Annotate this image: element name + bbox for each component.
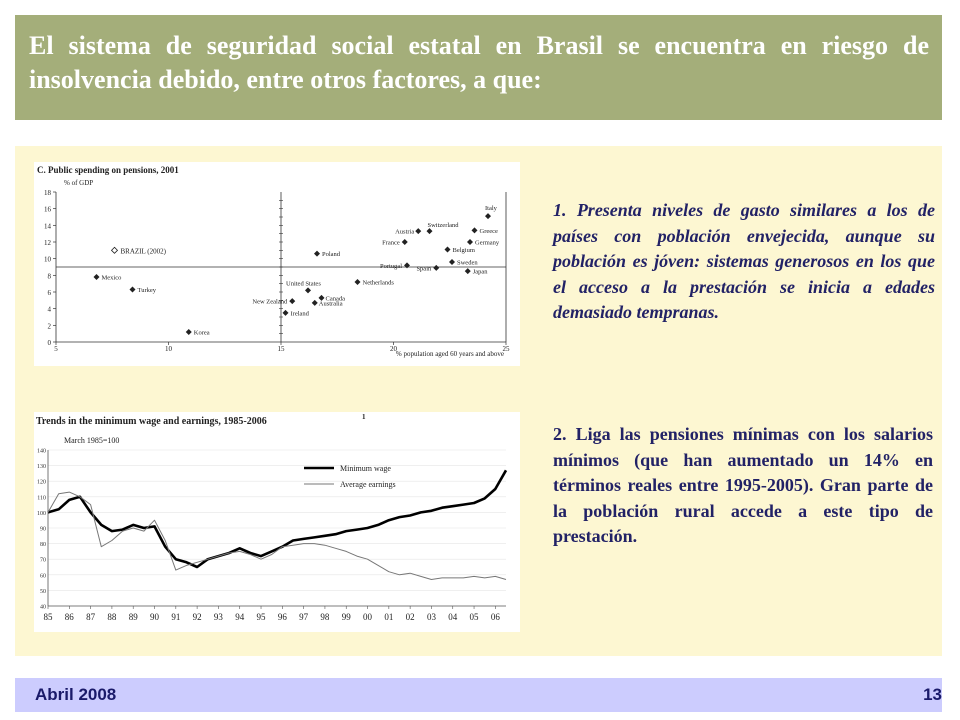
legend-label: Average earnings (340, 480, 396, 489)
y-tick-label: 120 (37, 479, 46, 486)
x-tick-label: 88 (107, 612, 117, 622)
scatter-point (433, 265, 439, 271)
scatter-point (404, 262, 410, 268)
y-tick-label: 6 (47, 289, 51, 297)
point-label: Korea (193, 329, 210, 337)
x-tick-label: 15 (277, 345, 285, 353)
x-tick-label: 02 (405, 612, 415, 622)
scatter-point (472, 227, 478, 233)
x-tick-label: 99 (341, 612, 351, 622)
footer-bar (15, 678, 942, 712)
title-superscript: 1 (362, 413, 366, 421)
point-label: Canada (325, 295, 345, 303)
y-tick-label: 110 (37, 495, 46, 502)
y-tick-label: 60 (40, 573, 46, 580)
minimum-wage-chart (34, 412, 520, 632)
x-tick-label: 96 (277, 612, 287, 622)
x-tick-label: 92 (192, 612, 202, 622)
x-tick-label: 97 (299, 612, 309, 622)
series-line (48, 470, 506, 567)
scatter-point (355, 279, 361, 285)
scatter-point-brazil (112, 247, 118, 253)
point-label: Greece (479, 227, 498, 235)
y-tick-label: 140 (37, 448, 46, 455)
chart-subtitle: March 1985=100 (64, 436, 120, 445)
x-tick-label: 5 (54, 345, 58, 353)
point-label: Spain (416, 265, 432, 273)
scatter-point (130, 287, 136, 293)
point-label: BRAZIL (2002) (120, 247, 166, 256)
x-tick-label: 06 (490, 612, 500, 622)
point-label: Austria (395, 228, 415, 236)
scatter-point (289, 298, 295, 304)
scatter-point (465, 268, 471, 274)
point-label: Ireland (290, 310, 309, 318)
chart-title: Trends in the minimum wage and earnings, 1985-2006 (36, 416, 267, 427)
slide-title: El sistema de seguridad social estatal en Brasil se encuentra en riesgo de insolvencia debido, entre otros factores, a que: (29, 31, 929, 94)
point-label: Germany (475, 239, 500, 247)
page-number: 13 (923, 685, 942, 704)
x-tick-label: 05 (469, 612, 479, 622)
x-tick-label: 91 (171, 612, 181, 622)
point-label: Turkey (137, 287, 157, 294)
legend-label: Minimum wage (340, 464, 391, 473)
y-tick-label: 50 (40, 588, 46, 595)
point-label: New Zealand (252, 298, 288, 306)
scatter-point (449, 259, 455, 265)
scatter-point (312, 300, 318, 306)
footer-date: Abril 2008 (35, 685, 117, 704)
scatter-point (186, 329, 192, 335)
scatter-point (402, 239, 408, 245)
x-tick-label: 25 (502, 345, 510, 353)
point-1-text: 1. Presenta niveles de gasto similares a los de países con población envejecida, aunque su población es jóven: sistemas generosos en los que el acceso a la prestación se inicia a edades demasiado tempranas. (553, 200, 935, 322)
scatter-point (445, 247, 451, 253)
scatter-point (485, 213, 491, 219)
x-tick-label: 10 (165, 345, 172, 353)
x-tick-label: 04 (448, 612, 458, 622)
x-tick-label: 90 (150, 612, 160, 622)
scatter-point (94, 274, 100, 280)
scatter-point (415, 228, 421, 234)
x-tick-label: 01 (384, 612, 394, 622)
series-line (48, 492, 506, 579)
point-label: Sweden (457, 259, 478, 267)
x-tick-label: 89 (128, 612, 138, 622)
x-tick-label: 94 (235, 612, 245, 622)
y-tick-label: 18 (44, 189, 51, 197)
y-tick-label: 80 (40, 542, 46, 549)
point-label: Australia (318, 300, 343, 308)
wage-line-svg (34, 412, 520, 632)
point-label: Portugal (379, 262, 402, 270)
pension-spending-chart (34, 162, 520, 366)
point-label: Italy (485, 205, 497, 213)
point-label: Poland (322, 251, 341, 259)
x-tick-label: 86 (64, 612, 74, 622)
scatter-point (305, 287, 311, 293)
y-tick-label: 130 (37, 464, 46, 471)
title-bar (15, 15, 942, 120)
scatter-point (314, 251, 320, 257)
x-tick-label: 03 (426, 612, 436, 622)
point-2-text: 2. Liga las pensiones mínimas con los salarios mínimos (que han aumentado un 14% en términos reales entre 1995-2005). Gran parte de la población rural accede a este tipo de prestación. (553, 424, 933, 546)
y-tick-label: 14 (44, 222, 51, 231)
y-tick-label: 4 (47, 305, 51, 314)
x-tick-label: 85 (43, 612, 53, 622)
y-tick-label: 10 (44, 255, 51, 264)
y-tick-label: 8 (47, 272, 51, 281)
content-area (15, 146, 942, 656)
x-axis-label: % population aged 60 years and above (395, 350, 504, 358)
point-label: Japan (472, 268, 488, 276)
point-label: Netherlands (362, 279, 394, 287)
y-tick-label: 100 (37, 510, 46, 517)
y-tick-label: 0 (47, 339, 51, 347)
y-tick-label: 40 (40, 604, 46, 611)
y-tick-label: 16 (44, 205, 51, 214)
x-tick-label: 00 (363, 612, 373, 622)
y-tick-label: 90 (40, 526, 46, 533)
x-tick-label: 93 (213, 612, 223, 622)
x-tick-label: 95 (256, 612, 266, 622)
x-tick-label: 87 (86, 612, 96, 622)
x-tick-label: 20 (390, 345, 397, 353)
y-axis-label: % of GDP (64, 179, 94, 187)
point-label: Mexico (101, 274, 122, 282)
y-tick-label: 2 (47, 322, 51, 331)
y-tick-label: 12 (44, 239, 51, 247)
point-label: France (382, 239, 400, 247)
x-tick-label: 98 (320, 612, 330, 622)
scatter-point (283, 310, 289, 316)
point-label: United States (286, 280, 321, 288)
chart-title: C. Public spending on pensions, 2001 (37, 165, 179, 175)
y-tick-label: 70 (40, 557, 46, 564)
pension-scatter-svg (34, 162, 520, 366)
scatter-point (467, 239, 473, 245)
point-label: Switzerland (427, 222, 459, 230)
point-label: Belgium (452, 247, 475, 254)
